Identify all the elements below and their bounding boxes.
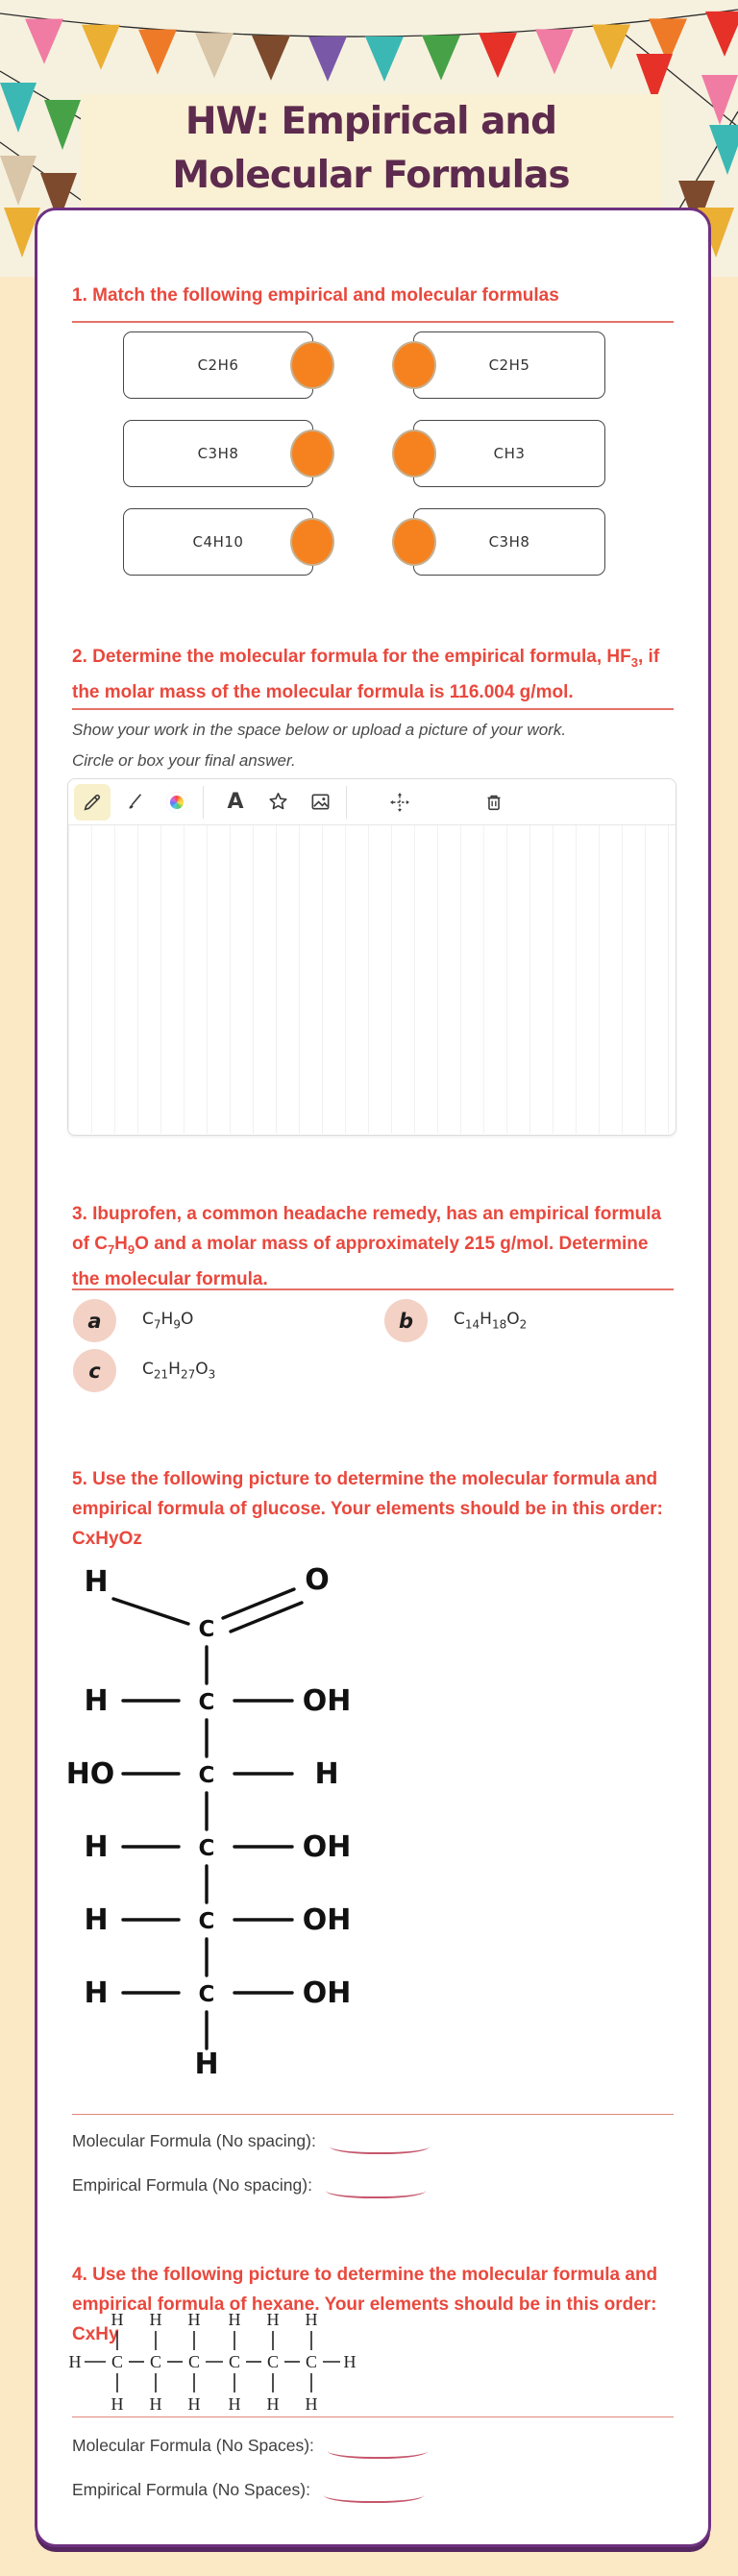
match-left-box[interactable] xyxy=(123,331,313,399)
option-letter-badge[interactable]: a xyxy=(73,1299,116,1342)
match-connector-dot[interactable] xyxy=(392,341,436,389)
work-instruction-line1: Show your work in the space below or upload a picture of your work. xyxy=(72,721,567,739)
svg-text:H: H xyxy=(194,2048,219,2081)
match-left-label: C2H6 xyxy=(197,356,239,374)
svg-text:H: H xyxy=(266,2310,280,2329)
brush-tool-button[interactable] xyxy=(116,784,153,821)
option-formula: $C_{21}H_{27}O_3$ xyxy=(142,1360,216,1382)
match-row xyxy=(0,331,738,399)
svg-text:OH: OH xyxy=(302,1830,352,1864)
svg-text:H: H xyxy=(228,2394,241,2414)
answer-field-label: Molecular Formula (No spacing): xyxy=(72,2131,316,2150)
question-1-underline xyxy=(72,321,674,323)
color-wheel-button[interactable] xyxy=(159,784,195,821)
svg-text:C: C xyxy=(187,2352,201,2371)
pencil-icon xyxy=(82,792,103,813)
star-tool-button[interactable] xyxy=(259,784,296,821)
page-title-line1: HW: Empirical and xyxy=(184,100,557,143)
match-row xyxy=(0,508,738,576)
svg-text:C: C xyxy=(266,2352,280,2371)
image-tool-button[interactable] xyxy=(302,784,338,821)
svg-text:H: H xyxy=(305,2310,318,2329)
answer-field-label: Molecular Formula (No Spaces): xyxy=(72,2436,314,2455)
svg-text:HO: HO xyxy=(65,1757,115,1791)
drawing-panel xyxy=(67,778,676,1136)
answer-field-row xyxy=(72,2480,668,2503)
match-right-box[interactable] xyxy=(413,331,605,399)
svg-text:H: H xyxy=(266,2394,280,2414)
question-3-underline xyxy=(72,1288,674,1290)
answer-field-label: Empirical Formula (No Spaces): xyxy=(72,2480,310,2499)
svg-text:H: H xyxy=(84,1976,109,2010)
question-2-underline xyxy=(72,708,674,710)
match-row xyxy=(0,420,738,487)
answer-field-row xyxy=(72,2175,668,2198)
question-5-heading: 5. Use the following picture to determine the molecular formula and empirical formula of glucose. Your elements should be in this order: CxHyOz xyxy=(72,1469,663,1549)
svg-text:H: H xyxy=(149,2394,162,2414)
q5-separator-line xyxy=(72,2114,674,2115)
match-left-box[interactable] xyxy=(123,420,313,487)
move-tool-button[interactable] xyxy=(381,784,418,821)
answer-blank-input[interactable] xyxy=(328,2441,428,2459)
question-2-heading: 2. Determine the molecular formula for the empirical formula, $HF_3$, if the molar mass of the molecular formula is 116.004 g/mol. xyxy=(72,647,660,702)
toolbar-divider xyxy=(203,786,204,819)
option-letter-badge[interactable]: c xyxy=(73,1349,116,1392)
match-left-label: C4H10 xyxy=(192,533,244,551)
svg-text:C: C xyxy=(149,2352,162,2371)
svg-text:H: H xyxy=(84,1903,109,1937)
answer-field-row xyxy=(72,2436,668,2459)
answer-option-c[interactable] xyxy=(73,1349,215,1392)
trash-tool-button[interactable] xyxy=(476,784,512,821)
answer-blank-input[interactable] xyxy=(326,2181,426,2198)
answer-option-a[interactable] xyxy=(73,1299,193,1342)
svg-text:C: C xyxy=(228,2352,241,2371)
svg-text:H: H xyxy=(187,2310,201,2329)
svg-text:O: O xyxy=(305,1563,330,1597)
svg-text:H: H xyxy=(84,1684,109,1718)
color-wheel-icon xyxy=(166,792,187,813)
svg-text:C: C xyxy=(198,1617,215,1642)
page-title-line2: Molecular Formulas xyxy=(172,154,570,197)
match-right-label: C3H8 xyxy=(488,533,530,551)
svg-text:OH: OH xyxy=(302,1976,352,2010)
answer-field-label: Empirical Formula (No spacing): xyxy=(72,2175,312,2195)
match-left-box[interactable] xyxy=(123,508,313,576)
svg-text:C: C xyxy=(198,1909,215,1934)
answer-blank-input[interactable] xyxy=(330,2137,430,2154)
match-connector-dot[interactable] xyxy=(290,518,334,566)
answer-field-row xyxy=(72,2131,668,2154)
svg-text:H: H xyxy=(228,2310,241,2329)
match-connector-dot[interactable] xyxy=(392,429,436,478)
svg-text:H: H xyxy=(187,2394,201,2414)
svg-text:H: H xyxy=(305,2394,318,2414)
svg-text:C: C xyxy=(198,1836,215,1861)
svg-text:OH: OH xyxy=(302,1903,352,1937)
drawing-toolbar xyxy=(68,779,676,825)
match-connector-dot[interactable] xyxy=(290,341,334,389)
question-4-heading: 4. Use the following picture to determine the molecular formula and empirical formula of hexane. Your elements should be in this order: CxHy xyxy=(72,2265,658,2344)
svg-text:OH: OH xyxy=(302,1684,352,1718)
svg-text:H: H xyxy=(314,1757,339,1791)
answer-blank-input[interactable] xyxy=(324,2486,424,2503)
drawing-canvas[interactable] xyxy=(68,825,676,1134)
svg-text:C: C xyxy=(305,2352,318,2371)
svg-text:H: H xyxy=(111,2394,124,2414)
match-connector-dot[interactable] xyxy=(290,429,334,478)
svg-text:H: H xyxy=(343,2352,357,2371)
option-letter-badge[interactable]: b xyxy=(384,1299,428,1342)
match-right-label: C2H5 xyxy=(488,356,530,374)
answer-option-b[interactable] xyxy=(384,1299,527,1342)
work-instruction-line2: Circle or box your final answer. xyxy=(72,751,296,770)
move-icon xyxy=(388,791,411,814)
svg-text:H: H xyxy=(84,1565,109,1599)
svg-text:C: C xyxy=(111,2352,124,2371)
option-formula: $C_{14}H_{18}O_2$ xyxy=(454,1310,528,1332)
svg-text:C: C xyxy=(198,1982,215,2007)
match-right-box[interactable] xyxy=(413,420,605,487)
svg-text:H: H xyxy=(68,2352,82,2371)
image-icon xyxy=(309,791,332,813)
svg-text:H: H xyxy=(111,2310,124,2329)
match-connector-dot[interactable] xyxy=(392,518,436,566)
match-right-box[interactable] xyxy=(413,508,605,576)
svg-text:C: C xyxy=(198,1690,215,1715)
trash-icon xyxy=(483,792,504,813)
option-formula: $C_7H_9O$ xyxy=(142,1310,194,1332)
match-right-label: CH3 xyxy=(493,445,526,462)
text-tool-button[interactable]: A xyxy=(217,784,254,821)
svg-text:C: C xyxy=(198,1763,215,1788)
star-icon xyxy=(267,791,289,813)
brush-icon xyxy=(124,792,145,813)
question-3-heading: 3. Ibuprofen, a common headache remedy, has an empirical formula of $C_7H_9O$ and a molar mass of approximately 215 g/mol. Determine the molecular formula. xyxy=(72,1204,662,1289)
hexane-structure-image xyxy=(60,2304,367,2417)
toolbar-divider xyxy=(346,786,347,819)
svg-text:H: H xyxy=(84,1830,109,1864)
glucose-structure-image xyxy=(56,1555,363,2085)
svg-text:H: H xyxy=(149,2310,162,2329)
question-1-heading: 1. Match the following empirical and molecular formulas xyxy=(72,285,559,306)
pencil-tool-button[interactable] xyxy=(74,784,111,821)
match-left-label: C3H8 xyxy=(197,445,239,462)
